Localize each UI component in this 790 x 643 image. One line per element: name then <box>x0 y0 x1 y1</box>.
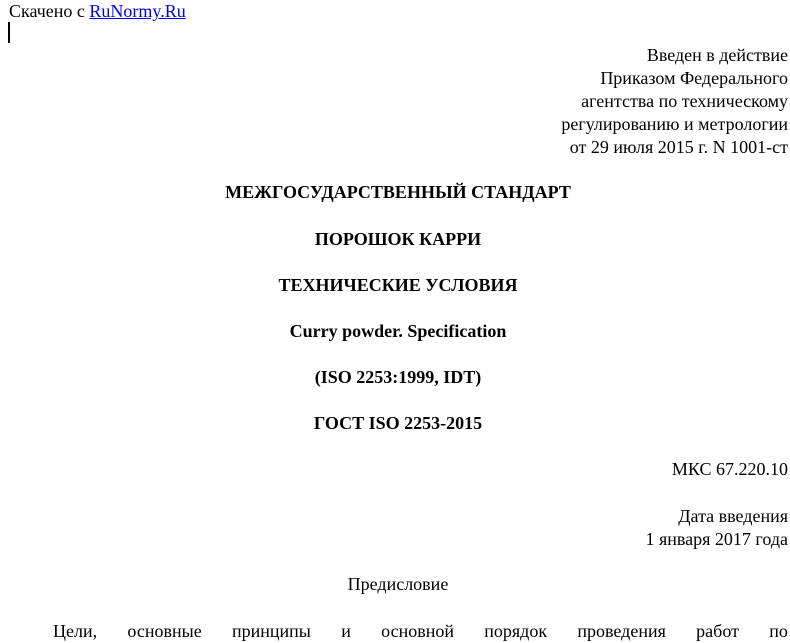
approval-line: Приказом Федерального <box>600 68 788 88</box>
preface-word: основной <box>381 621 454 641</box>
iso-reference-heading: (ISO 2253:1999, IDT) <box>314 367 482 387</box>
preface-word: основные <box>127 621 202 641</box>
mks-code: МКС 67.220.10 <box>671 459 788 479</box>
subtitle-heading: ТЕХНИЧЕСКИЕ УСЛОВИЯ <box>278 275 518 295</box>
standard-type-heading: МЕЖГОСУДАРСТВЕННЫЙ СТАНДАРТ <box>225 182 571 202</box>
effective-date-value: 1 января 2017 года <box>645 529 788 549</box>
preface-word: по <box>769 621 788 641</box>
approval-line: от 29 июля 2015 г. N 1001-ст <box>569 137 788 157</box>
preface-word: порядок <box>484 621 548 641</box>
runormy-link[interactable]: RuNormy.Ru <box>89 1 186 21</box>
preface-word: и <box>341 621 351 641</box>
preface-first-line <box>53 620 788 643</box>
approval-block <box>561 44 788 159</box>
effective-date-label: Дата введения <box>678 506 788 526</box>
preface-word: принципы <box>232 621 311 641</box>
download-source-prefix: Скачено с <box>9 1 90 21</box>
download-source-line <box>9 0 186 22</box>
gost-code-heading: ГОСТ ISO 2253-2015 <box>313 413 483 433</box>
approval-line: Введен в действие <box>646 45 788 65</box>
approval-line: агентства по техническому <box>581 91 788 111</box>
text-cursor <box>8 22 10 43</box>
preface-word: работ <box>696 621 739 641</box>
preface-heading: Предисловие <box>347 574 449 594</box>
preface-word: Цели, <box>53 621 98 641</box>
preface-word: проведения <box>577 621 666 641</box>
approval-line: регулированию и метрологии <box>561 114 788 134</box>
english-title-heading: Curry powder. Specification <box>289 321 507 341</box>
product-heading: ПОРОШОК КАРРИ <box>314 229 482 249</box>
